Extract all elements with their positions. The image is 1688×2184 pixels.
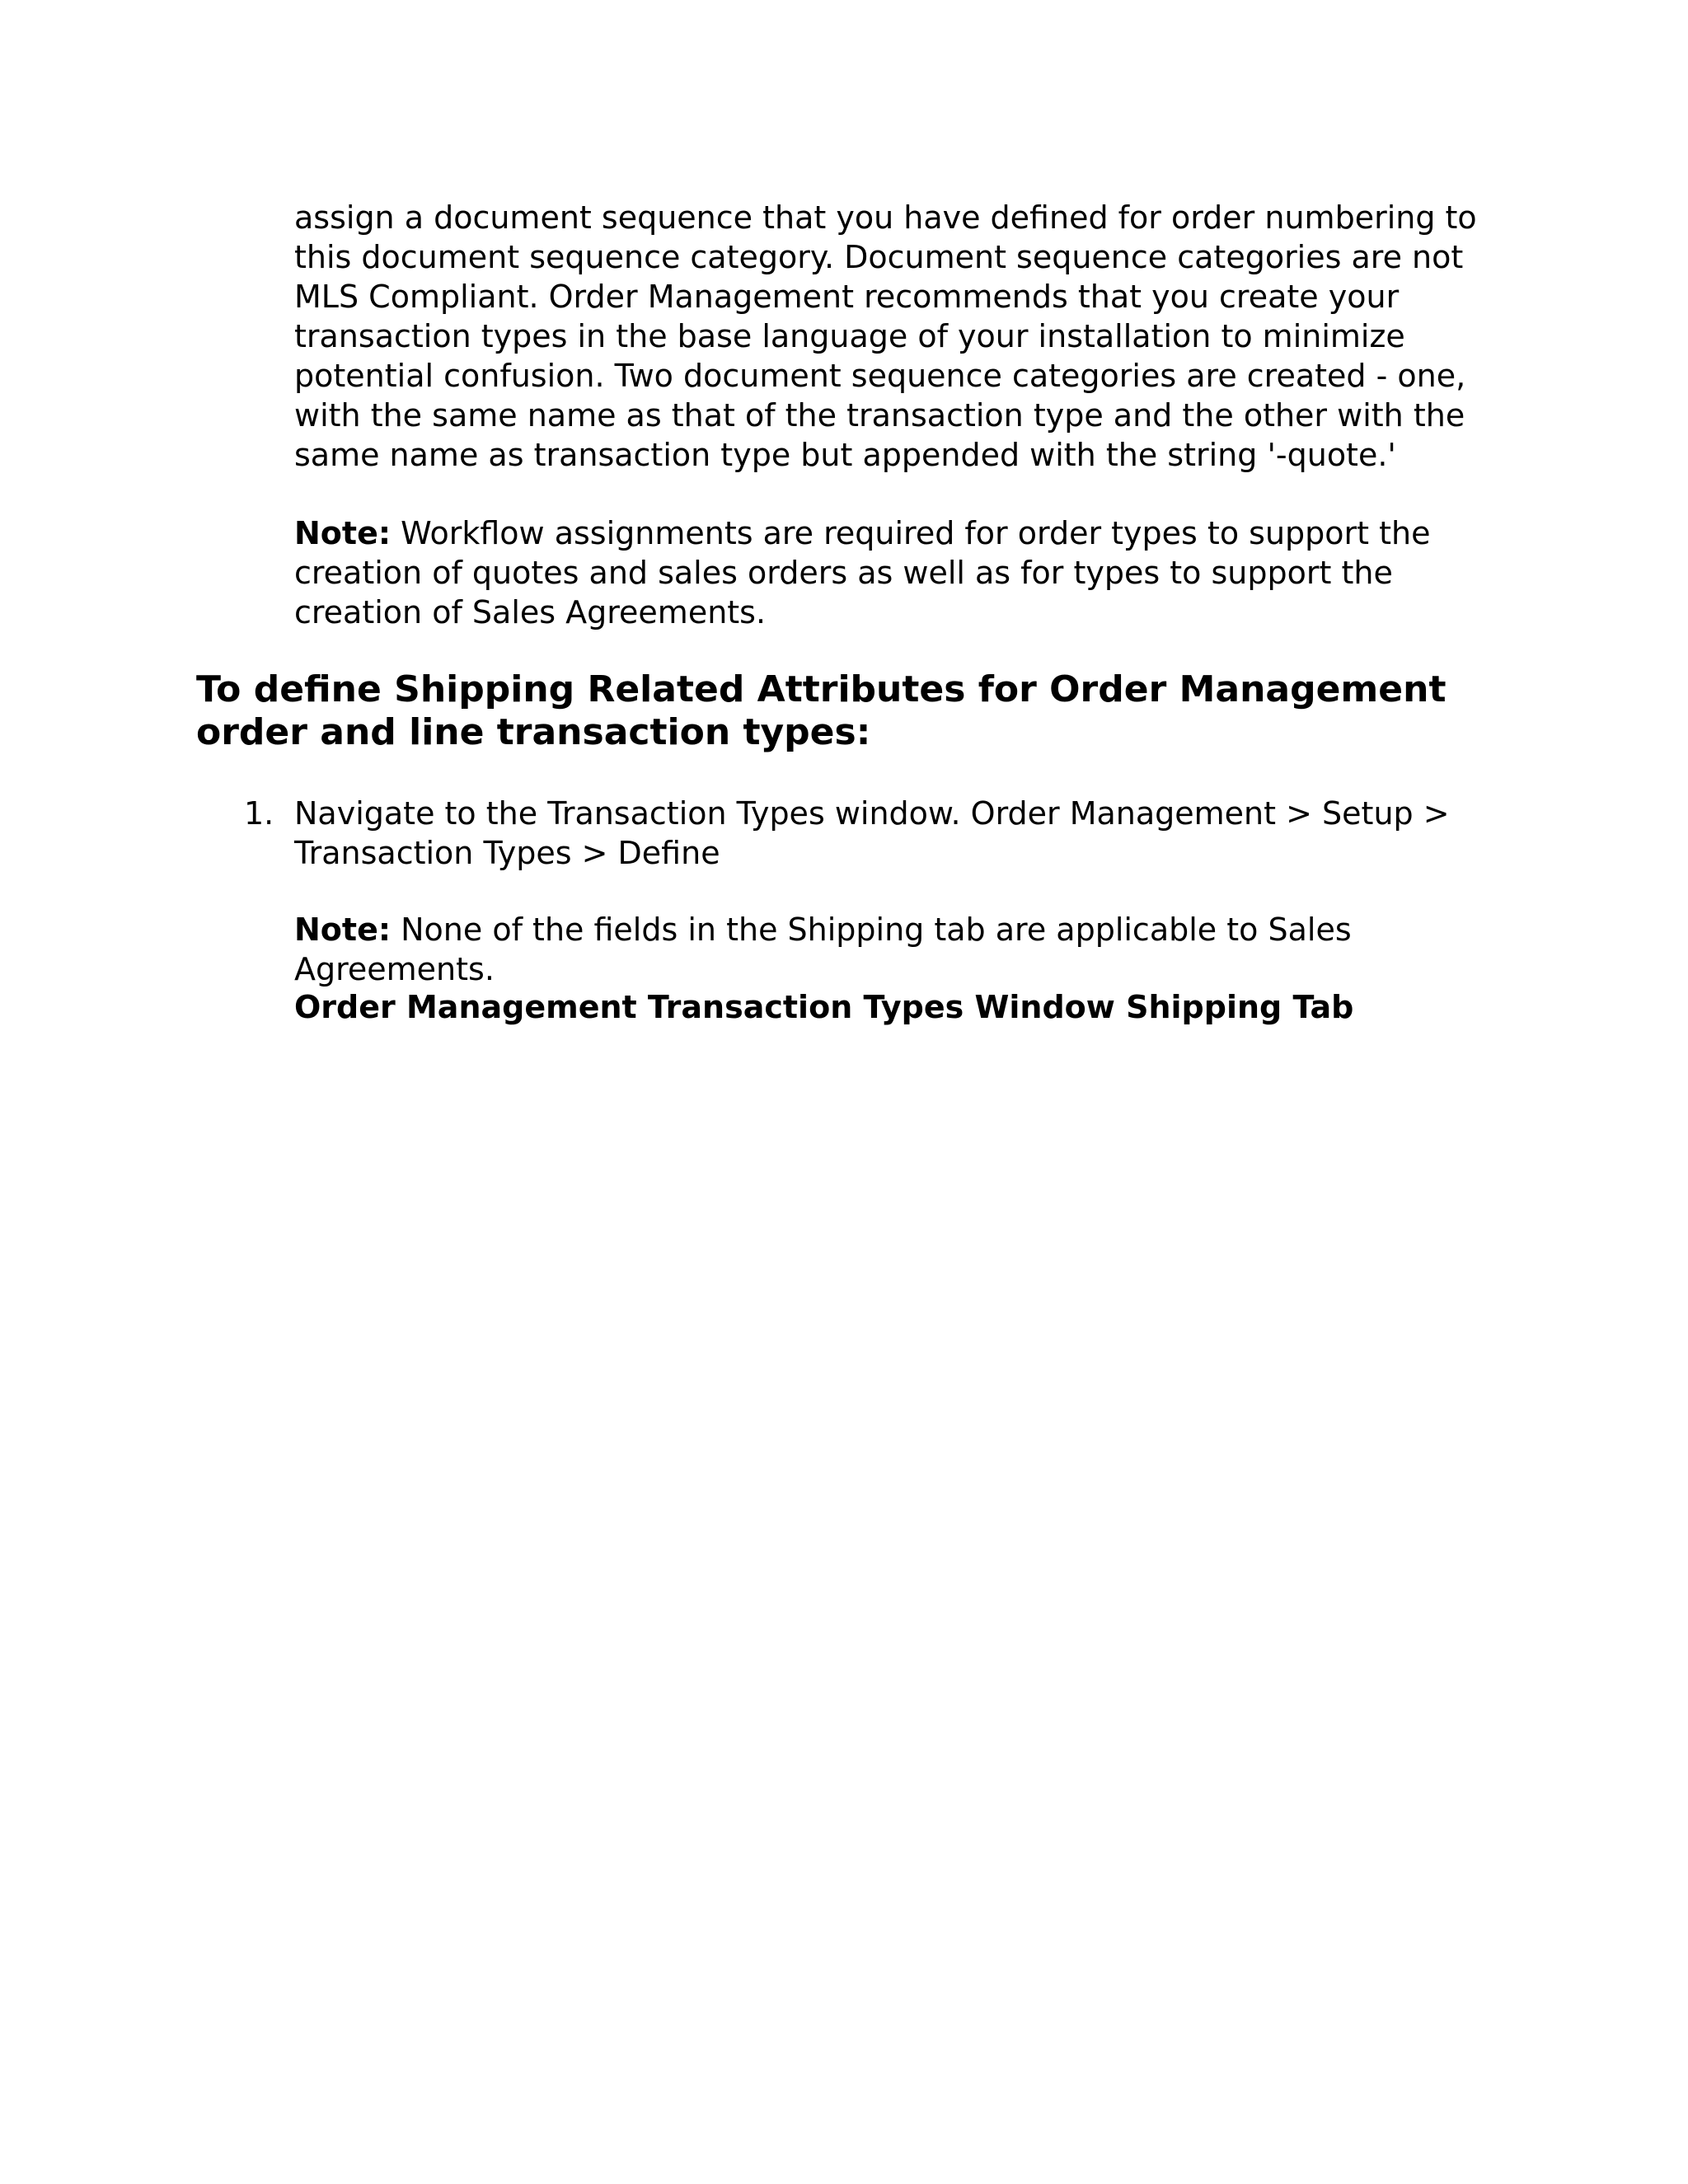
list-item [244, 794, 1522, 873]
intro-paragraph: assign a document sequence that you have defined for order numbering to this document sequence category. Document sequence categories are not MLS Compliant. Order Management recommends that you create your transaction types in the base language of your installation to minimize potential confusion. Two document sequence categories are created - one, with the same name as that of the transaction type and the other with the same name as transaction type but appended with the string '-quote.' [294, 199, 1477, 473]
shipping-note [294, 910, 1489, 989]
note-label: Note: [294, 515, 392, 551]
note-text: Workflow assignments are required for order types to support the creation of quotes and sales orders as well as for types to support the creation of Sales Agreements. [294, 515, 1431, 630]
section-heading: To define Shipping Related Attributes for Order Management order and line transaction types: [196, 668, 1447, 753]
note-label: Note: [294, 912, 392, 948]
figure-caption: Order Management Transaction Types Window Shipping Tab [294, 989, 1354, 1025]
step-number: 1. [244, 795, 274, 832]
step-text: Navigate to the Transaction Types window. Order Management > Setup > Transaction Types > Define [294, 795, 1450, 871]
note-text: None of the fields in the Shipping tab are applicable to Sales Agreements. [294, 912, 1352, 987]
workflow-note [294, 513, 1489, 632]
